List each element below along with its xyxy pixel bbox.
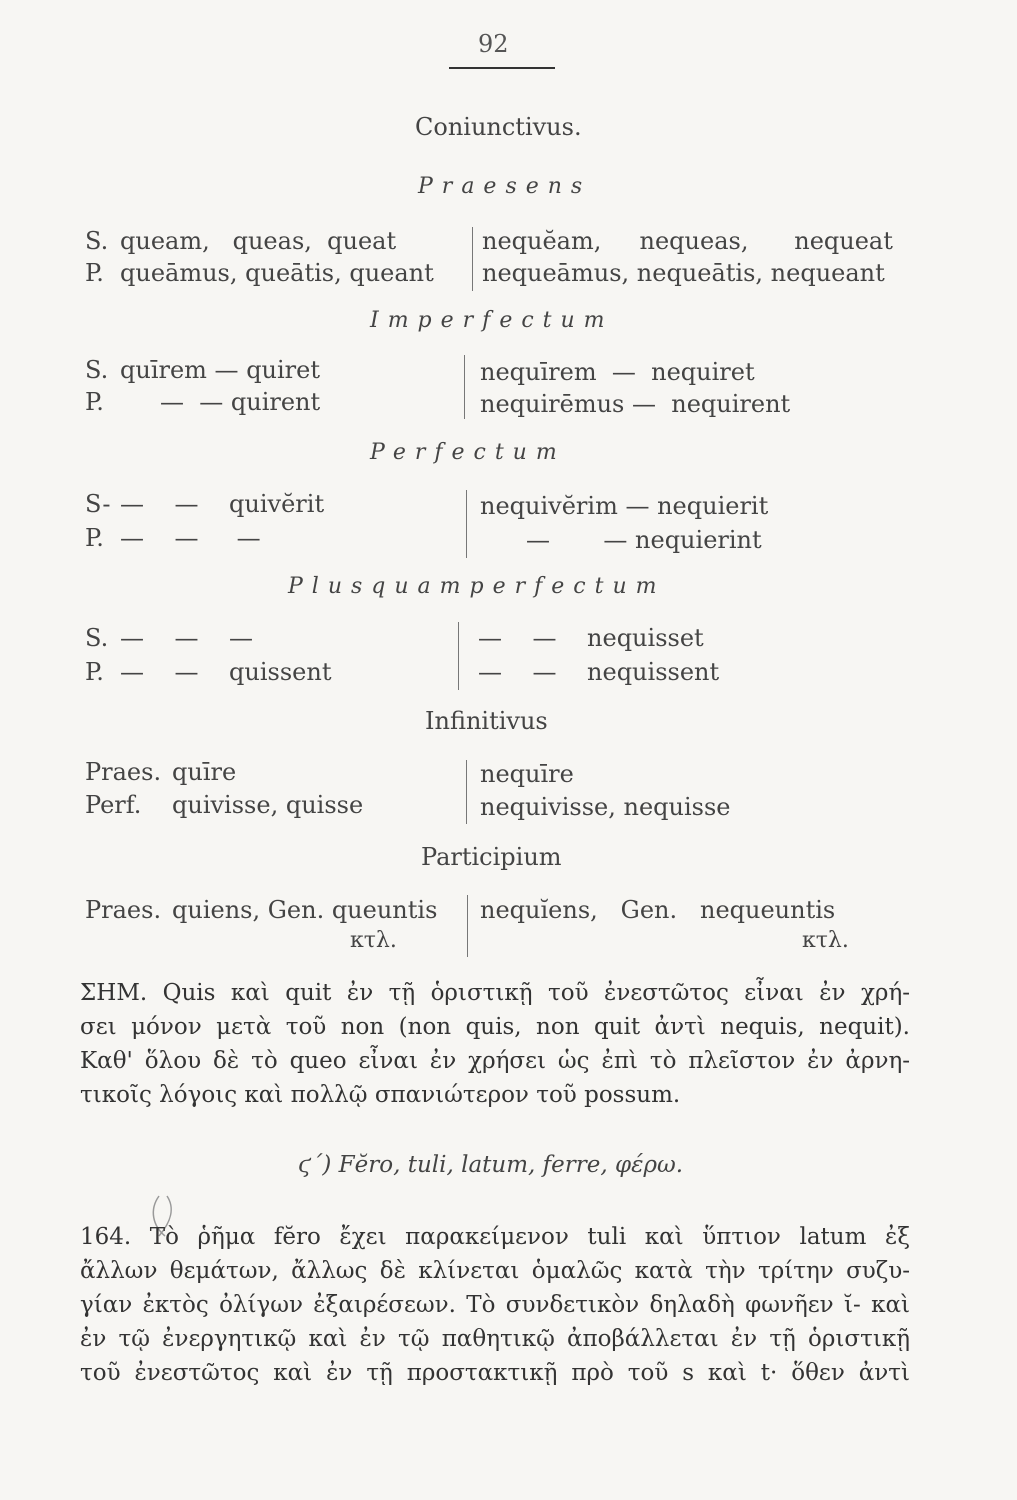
infinitivus-left-praes: quīre [172,758,237,786]
infinitivus-label-praes: Praes. [85,758,162,786]
infinitivus-heading: Infinitivus [425,707,548,735]
participium-label: Praes. [85,896,162,924]
praesens-right-s: nequĕam, nequeas, nequeat [482,227,893,255]
paragraph-line: ἄλλων θεμάτων, ἄλλως δὲ κλίνεται ὁμαλῶς κατὰ τὴν τρίτην συζυ- [80,1258,910,1284]
note-line: σει μόνον μετὰ τοῦ non (non quis, non quit ἀντὶ nequis, nequit). [80,1014,910,1040]
column-divider [466,490,467,558]
plusquam-right-p: — — nequissent [478,658,720,686]
participium-heading: Participium [421,843,562,871]
tense-heading-praesens: Praesens [418,174,592,199]
tense-heading-imperfectum: Imperfectum [370,308,614,333]
praesens-left-s: queam, queas, queat [120,227,397,255]
imperfectum-left-s: quīrem — quiret [120,356,321,384]
plusquam-left-p: — — quissent [120,658,332,686]
participium-left-ctl: κτλ. [350,928,397,953]
perfectum-num-p: P. [85,524,104,552]
infinitivus-label-perf: Perf. [85,791,142,819]
praesens-left-p: queāmus, queātis, queant [120,259,434,287]
tense-heading-plusquamperfectum: Plusquamperfectum [288,574,666,599]
column-divider [464,355,465,419]
tense-heading-perfectum: Perfectum [370,440,566,465]
page-number: 92 [478,30,509,58]
note-line: τικοῖς λόγοις καὶ πολλῷ σπανιώτερον τοῦ possum. [80,1082,681,1108]
plusquam-right-s: — — nequisset [478,624,704,652]
participium-left: quiens, Gen. queuntis [172,896,438,924]
fero-heading: ϛ΄) Fĕro, tuli, latum, ferre, φέρω. [298,1152,684,1178]
infinitivus-right-praes: nequīre [480,760,574,788]
infinitivus-right-perf: nequivisse, nequisse [480,793,731,821]
page-number-rule [449,67,555,69]
plusquam-left-s: — — — [120,624,254,652]
perfectum-right-s: nequivĕrim — nequierit [480,492,769,520]
praesens-num-p: P. [85,259,104,287]
praesens-right-p: nequeāmus, nequeātis, nequeant [482,259,885,287]
praesens-num-s: S. [85,227,109,255]
note-line: Καθ' ὅλου δὲ τὸ queo εἶναι ἐν χρήσει ὡς ἐπὶ τὸ πλεῖστον ἐν ἀρνη- [80,1048,910,1074]
column-divider [466,760,467,824]
participium-right-ctl: κτλ. [802,928,849,953]
imperfectum-num-s: S. [85,356,109,384]
note-paragraph [80,976,910,1112]
paragraph-line: γίαν ἐκτὸς ὀλίγων ἐξαιρέσεων. Τὸ συνδετικὸν δηλαδὴ φωνῆεν ῐ- καὶ [80,1292,910,1318]
plusquam-num-p: P. [85,658,104,686]
infinitivus-left-perf: quivisse, quisse [172,791,364,819]
paragraph-line: ἐν τῷ ἐνεργητικῷ καὶ ἐν τῷ παθητικῷ ἀποβάλλεται ἐν τῇ ὁριστικῇ [80,1326,910,1352]
plusquam-num-s: S. [85,624,109,652]
perfectum-right-p: — — nequierint [526,526,762,554]
perfectum-left-p: — — — [120,524,261,552]
perfectum-num-s: S- [85,490,111,518]
column-divider [472,227,473,291]
mood-heading: Coniunctivus. [415,113,582,141]
column-divider [467,895,468,957]
imperfectum-right-p: nequirēmus — nequirent [480,390,791,418]
paragraph-line: τοῦ ἐνεστῶτος καὶ ἐν τῇ προστακτικῇ πρὸ τοῦ s καὶ t· ὅθεν ἀντὶ [80,1360,910,1386]
perfectum-left-s: — — quivĕrit [120,490,325,518]
imperfectum-left-p: — — quirent [160,388,321,416]
imperfectum-num-p: P. [85,388,104,416]
participium-right: nequĭens, Gen. nequeuntis [480,896,836,924]
column-divider [458,622,459,690]
imperfectum-right-s: nequīrem — nequiret [480,358,755,386]
note-line: ΣΗΜ. Quis καὶ quit ἐν τῇ ὁριστικῇ τοῦ ἐνεστῶτος εἶναι ἐν χρή- [80,980,910,1006]
paragraph-line: 164. Τὸ ῥῆμα fĕro ἔχει παρακείμενον tuli καὶ ὕπτιον latum ἐξ [80,1224,910,1250]
paragraph-164 [80,1220,910,1390]
